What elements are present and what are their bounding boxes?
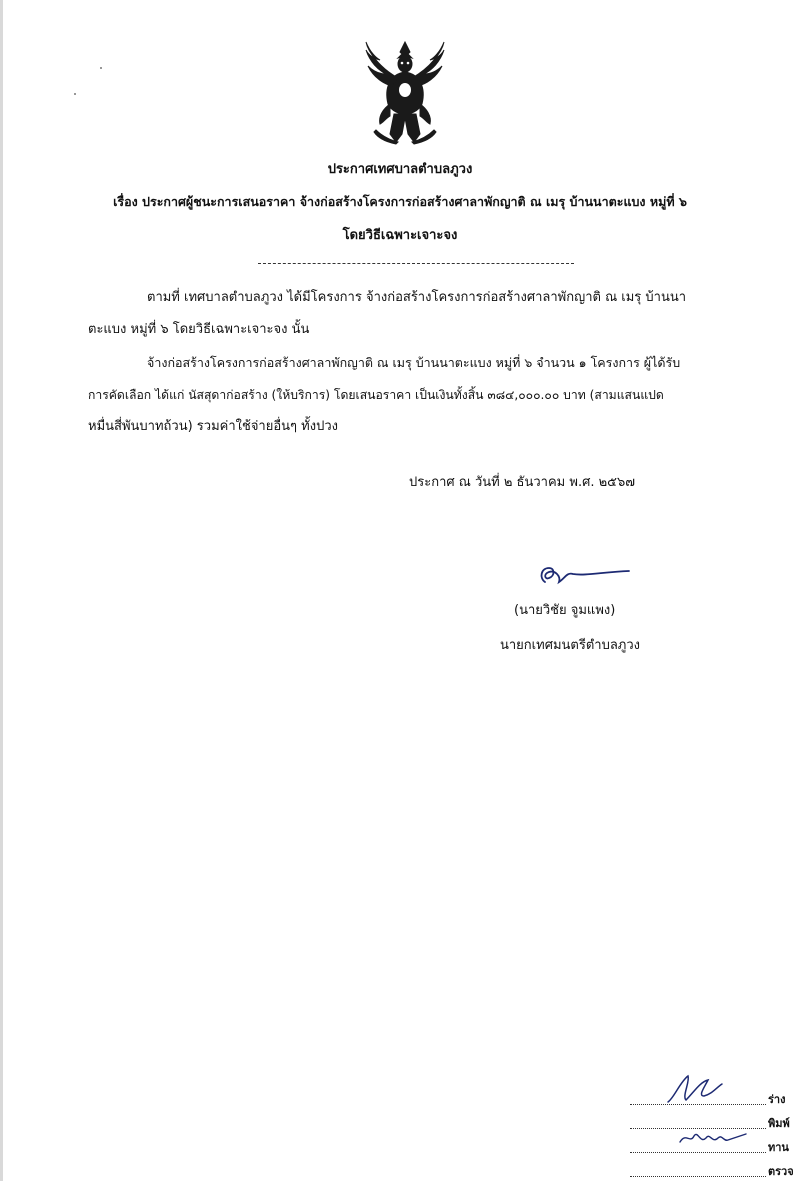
signatory-position: นายกเทศมนตรีตำบลภูวง (500, 638, 640, 653)
garuda-emblem-icon (360, 38, 450, 148)
workflow-row-draft (630, 1088, 800, 1108)
workflow-row-review (630, 1136, 800, 1156)
announcement-date: ประกาศ ณ วันที่ ๒ ธันวาคม พ.ศ. ๒๕๖๗ (409, 475, 636, 490)
workflow-label-check: ตรวจ (768, 1165, 794, 1178)
workflow-label-print: พิมพ์ (768, 1117, 790, 1130)
workflow-row-check (630, 1160, 800, 1180)
scan-speck (74, 93, 76, 95)
paragraph-2-line-1: จ้างก่อสร้างโครงการก่อสร้างศาลาพักญาติ ณ เมรุ บ้านนาตะแบง หมู่ที่ ๖ จำนวน ๑ โครงการ ผู้ได้รับ (147, 355, 681, 370)
signatory-name: (นายวิชัย จูมแพง) (514, 603, 616, 618)
separator-line (258, 263, 574, 264)
workflow-label-review: ทาน (768, 1141, 789, 1154)
paragraph-1-line-1: ตามที่ เทศบาลตำบลภูวง ได้มีโครงการ จ้างก่อสร้างโครงการก่อสร้างศาลาพักญาติ ณ เมรุ บ้านนา (147, 290, 687, 305)
workflow-label-draft: ร่าง (768, 1093, 786, 1106)
dotted-line (630, 1152, 766, 1153)
workflow-row-print (630, 1112, 800, 1132)
paragraph-1-line-2: ตะแบง หมู่ที่ ๖ โดยวิธีเฉพาะเจาะจง นั้น (88, 322, 310, 337)
paragraph-2-line-3: หมื่นสี่พันบาทถ้วน) รวมค่าใช้จ่ายอื่นๆ ทั้งปวง (88, 419, 338, 434)
dotted-line (630, 1104, 766, 1105)
announcement-subject: เรื่อง ประกาศผู้ชนะการเสนอราคา จ้างก่อสร้างโครงการก่อสร้างศาลาพักญาติ ณ เมรุ บ้านนาตะแบง หมู่ที่ ๖ (113, 194, 687, 209)
announcement-method: โดยวิธีเฉพาะเจาะจง (342, 228, 458, 243)
scan-speck (100, 67, 102, 69)
signature-mark (533, 560, 633, 590)
dotted-line (630, 1176, 766, 1177)
announcement-authority: ประกาศเทศบาลตำบลภูวง (327, 162, 473, 177)
paragraph-2-line-2: การคัดเลือก ได้แก่ นัสสุดาก่อสร้าง (ให้บริการ) โดยเสนอราคา เป็นเงินทั้งสิ้น ๓๘๔,๐๐๐.๐๐ บาท (สามแสนแปด (88, 388, 664, 402)
dotted-line (630, 1128, 766, 1129)
